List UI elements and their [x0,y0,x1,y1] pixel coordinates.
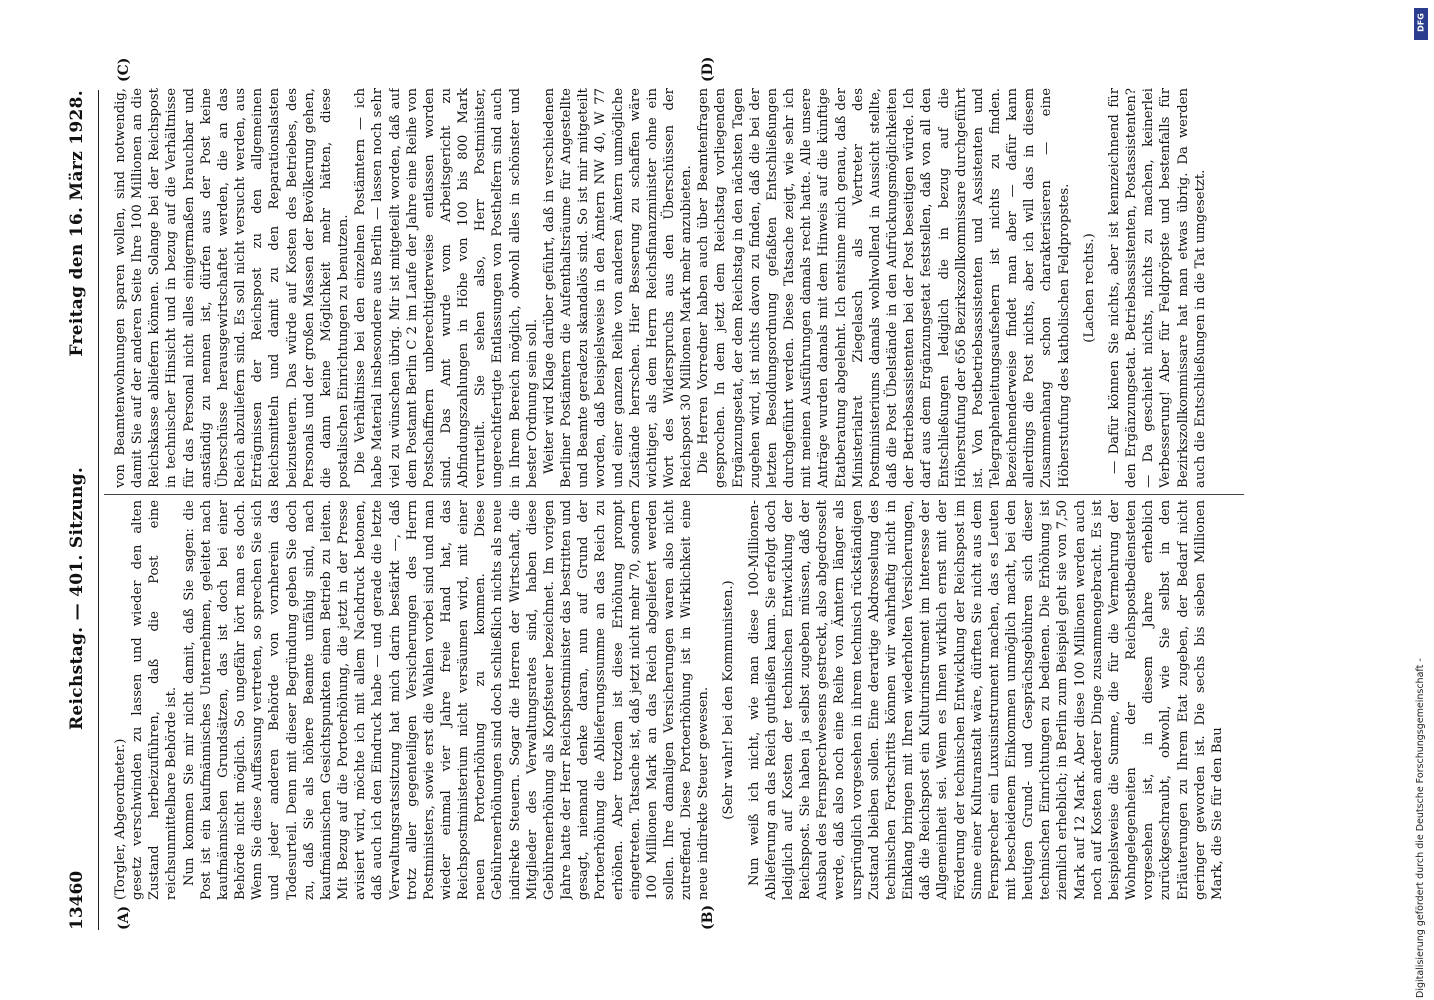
margin-marker-d: (D) [700,56,716,82]
paragraph: gesetz verschwinden zu lassen und wieder den alten Zustand herbeizuführen, daß die Post eine reichsunmittelbare Behörde ist. [130,500,180,900]
paragraph: Die Verhältnisse bei den einzelnen Postämtern — ich habe Material insbesondere aus Berlin — lassen noch sehr viel zu wünschen übrig. Mir ist mitgeteilt worden, daß auf dem Postamt Berlin C 2 im Laufe der Jahre eine Reihe von Postschaffnern unberechtigterweise entlassen worden sind. Das Amt wurde vom Arbeitsgericht zu Abfindungszahlungen in Höhe von 100 bis 800 Mark verurteilt. Sie sehen also, Herr Postminister, ungerechtfertigte Entlassungen von Posthelfern sind auch in Ihrem Bereich möglich, obwohl alles in schönster und bester Ordnung sein soll. [353,88,540,488]
header-rule [98,90,99,930]
paragraph: Nun kommen Sie mir nicht damit, daß Sie sagen: die Post ist ein kaufmännisches Unternehmen, geleitet nach kaufmännischen Grundsätzen, das ist doch bei einer Behörde nicht möglich. So ungefähr hört man es doch. Wenn Sie diese Auffassung vertreten, so sprechen Sie sich und jeder anderen Behörde von vornherein das Todesurteil. Denn mit dieser Begründung geben Sie doch zu, daß Sie als höhere Beamte unfähig sind, nach kaufmännischen Gesichtspunkten einen Betrieb zu leiten. Mit Bezug auf die Portoerhöhung, die jetzt in der Presse avisiert wird, möchte ich mit allem Nachdruck betonen, daß auch ich den Eindruck habe — und gerade die letzte Verwaltungsratssitzung hat mich darin bestärkt —, daß trotz aller gegenteiligen Versicherungen des Herrn Postministers, sowie erst die Wahlen vorbei sind und man wieder einmal vier Jahre freie Hand hat, das Reichspostministerium nicht versäumen wird, mit einer neuen Portoerhöhung zu kommen. Diese Gebührenerhöhungen sind doch schließlich nichts als neue indirekte Steuern. Sogar die Herren der Wirtschaft, die Mitglieder des Verwaltungsrates sind, haben diese Gebührenerhöhung als Kopfsteuer bezeichnet. Im vorigen Jahre hatte der Herr Reichspostminister das bestritten und gesagt, niemand denke daran, nun auf Grund der Portoerhöhung die Ablieferungssumme an das Reich zu erhöhen. Aber trotzdem ist diese Erhöhung prompt eingetreten. Tatsache ist, daß jetzt nicht mehr 70, sondern 100 Millionen Mark an das Reich abgeliefert werden sollen. Ihre damaligen Versicherungen waren also nicht zutreffend. Diese Portoerhöhung ist in Wirklichkeit eine neue indirekte Steuer gewesen. [181,500,712,900]
column-divider [104,494,1244,495]
paragraph: Die Herren Vorredner haben auch über Beamtenfragen gesprochen. In dem jetzt dem Reichstag vorliegenden Ergänzungsetat, der dem Reichstag in den nächsten Tagen zugehen wird, ist nichts davon zu finden, daß die bei der letzten Besoldungsordnung gefaßten Entschließungen durchgeführt werden. Diese Tatsache zeigt, wie sehr ich mit meinen Ausführungen damals recht hatte. Alle unsere Anträge wurden damals mit dem Hinweis auf die künftige Etatberatung abgelehnt. Ich entsinne mich genau, daß der Ministerialrat Ziegelasch als Vertreter des Postministeriums damals wohlwollend in Aussicht stellte, daß die Post Übelstände in den Aufrückungsmöglichkeiten der Betriebsassistenten bei der Post beseitigen würde. Ich darf aus dem Ergänzungsetat feststellen, daß von all den Entschließungen lediglich die in bezug auf die Höherstufung der 656 Bezirkszollkommissare durchgeführt ist. Von Postbetriebsassistenten und Assistenten und Telegraphenleitungsaufsehern ist nichts zu finden. Bezeichnenderweise findet man aber — dafür kann allerdings die Post nichts, aber ich will das in diesem Zusammenhang schon charakterisieren — eine Höherstufung des katholischen Feldpropstes. [696,88,1072,488]
margin-marker-b: (B) [700,904,716,930]
digitization-credit [1414,8,1428,998]
right-column [112,88,1242,488]
session-title: Reichstag. — 401. Sitzung. [67,466,87,730]
dfg-logo [1414,8,1428,40]
speaker-line: (Torgler, Abgeordneter.) [113,738,128,900]
session-date: Freitag den 16. März 1928. [67,90,87,357]
margin-marker-a: (A) [116,905,132,930]
margin-marker-c: (C) [116,57,132,82]
page-header [58,90,96,930]
credit-text: Digitalisierung gefördert durch die Deutsche Forschungsgemeinschaft - [1415,658,1426,998]
dfg-logo-text: DFG [1416,13,1426,32]
paragraph: — Dafür können Sie nichts, aber ist kennzeichnend für den Ergänzungsetat. Betriebsassistenten, Postassistenten? — Da geschieht nichts, nichts zu machen, keinerlei Verbesserung! Aber für Feldpröpste und bestenfalls für Bezirkszollkommissare hat man etwas übrig. Da werden auch die Entschließungen in die Tat umgesetzt. [1106,88,1208,488]
paragraph: Nun weiß ich nicht, wie man diese 100-Millionen-Ablieferung an das Reich gutheißen kann. Sie erfolgt doch lediglich auf Kosten der technischen Entwicklung der Reichspost. Sie haben ja selbst zugeben müssen, daß der Ausbau des Fernsprechwesens gestreckt, also abgedrosselt werde, daß also noch eine Reihe von Ämtern länger als ursprünglich vorgesehen in ihrem technisch rückständigen Zustand bleiben sollen. Eine derartige Abdrosselung des technischen Fortschritts können wir wahrhaftig nicht in Einklang bringen mit Ihren wiederholten Versicherungen, daß die Reichspost ein Kulturinstrument im Interesse der Allgemeinheit sei. Wenn es Ihnen wirklich ernst mit der Förderung der technischen Entwicklung der Reichspost im Sinne einer Kulturanstalt wäre, dürften Sie nicht aus dem Fernsprecher ein Luxusinstrument machen, das es Leuten mit bescheidenem Einkommen unmöglich macht, bei den heutigen Grund- und Gesprächsgebühren sich dieser technischen Einrichtungen zu bedienen. Die Erhöhung ist ziemlich erheblich; in Berlin zum Beispiel geht sie von 7,50 Mark auf 12 Mark. Aber diese 100 Millionen werden auch noch auf Kosten anderer Dinge zusammengebracht. Es ist beispielsweise die Summe, die für die Vermehrung der Wohngelegenheiten der Reichspostbediensteten vorgesehen ist, in diesem Jahre erheblich zurückgeschraubt, obwohl, wie Sie selbst in den Erläuterungen zu Ihrem Etat zugeben, der Bedarf nicht geringer geworden ist. Die sechs bis sieben Millionen Mark, die Sie für den Bau [746,500,1225,900]
page-number: 13460 [67,870,87,930]
interjection: (Lachen rechts.) [1081,233,1097,343]
left-column [112,500,1242,900]
interjection: (Sehr wahr! bei den Kommunisten.) [721,580,737,820]
paragraph: Weiter wird Klage darüber geführt, daß in verschiedenen Berliner Postämtern die Aufenthaltsräume für Angestellte und Beamte geradezu skandalös sind. So ist mir mitgeteilt worden, daß beispielsweise in den Ämtern NW 40, W 77 und einer ganzen Reihe von anderen Ämtern unmögliche Zustände herrschen. Hier Besserung zu schaffen wäre wichtiger, als dem Herrn Reichsfinanzminister ohne ein Wort des Widerspruchs aus den Überschüssen der Reichspost 30 Millionen Mark mehr anzubieten. [541,88,695,488]
paragraph: von Beamtenwohnungen sparen wollen, sind notwendig, damit Sie auf der anderen Seite Ihre 100 Millionen an die Reichskasse abliefern können. Solange bei der Reichspost in technischer Hinsicht und in bezug auf die Verhältnisse für das Personal nicht alles einigermaßen brauchbar und anständig zu nennen ist, dürfen aus der Post keine Überschüsse herausgewirtschaftet werden, die an das Reich abzuliefern sind. Es soll nicht versucht werden, aus Erträgnissen der Reichspost zu den allgemeinen Reichsmitteln und damit zu den Reparationslasten beizusteuern. Das würde auf Kosten des Betriebes, des Personals und der großen Massen der Bevölkerung gehen, die dann keine Möglichkeit mehr hätten, diese postalischen Einrichtungen zu benutzen. [113,88,352,488]
